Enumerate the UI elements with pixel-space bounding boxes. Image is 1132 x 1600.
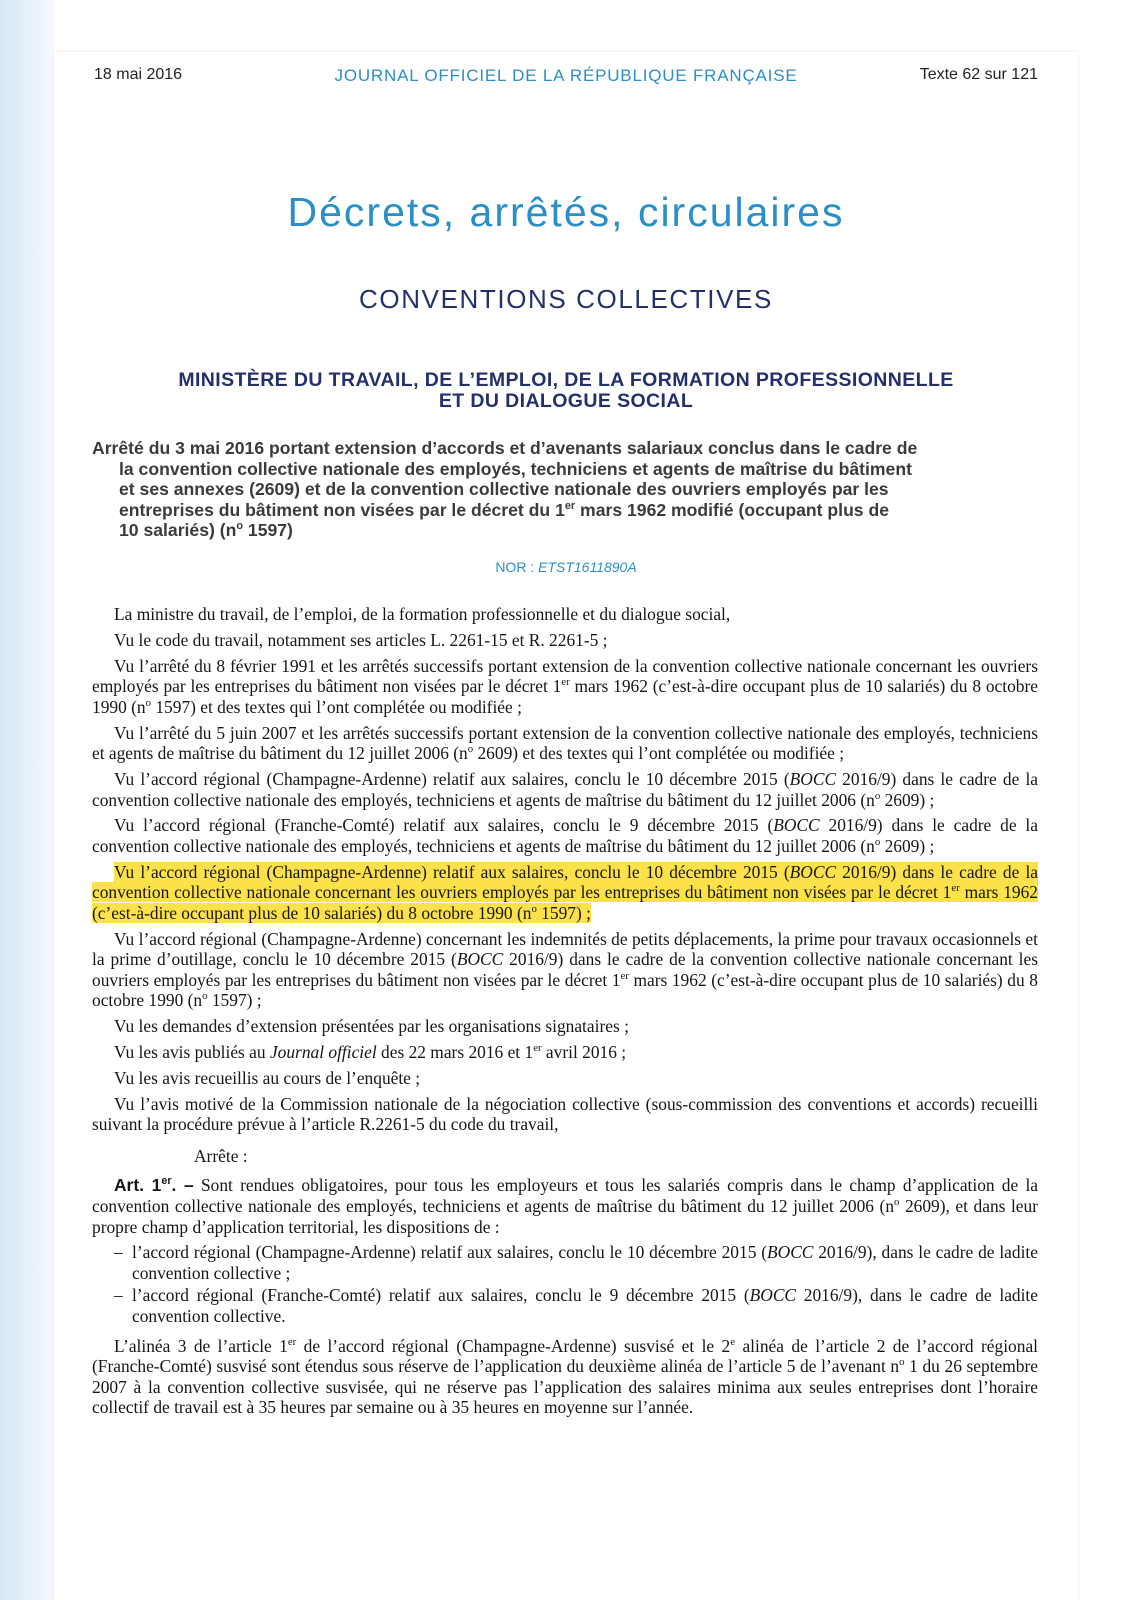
arrete-title-line: et ses annexes (2609) et de la convention collective nationale des ouvriers employés par les xyxy=(119,479,889,500)
article-list xyxy=(92,1242,1038,1326)
arrete-title-line: Arrêté du 3 mai 2016 portant extension d’accords et d’avenants salariaux conclus dans le cadre de xyxy=(92,438,918,458)
header-journal-name: JOURNAL OFFICIEL DE LA RÉPUBLIQUE FRANÇAISE xyxy=(334,66,798,85)
list-item: – l’accord régional (Franche-Comté) relatif aux salaires, conclu le 9 décembre 2015 (BOCC 2016/9), dans le cadre de ladite convention collective. xyxy=(114,1285,1038,1327)
subsection-title: CONVENTIONS COLLECTIVES xyxy=(359,284,773,314)
document-page xyxy=(54,52,1078,1600)
arrete-title-line: entreprises du bâtiment non visées par le décret du 1er mars 1962 modifié (occupant plus de xyxy=(119,499,890,520)
ministry-line-1: MINISTÈRE DU TRAVAIL, DE L’EMPLOI, DE LA FORMATION PROFESSIONNELLE xyxy=(178,369,954,391)
body-paragraph: Vu l’accord régional (Franche-Comté) relatif aux salaires, conclu le 9 décembre 2015 (BOCC 2016/9) dans le cadre de la convention collective nationale des employés, techniciens et agents de maîtrise du bâtiment du 12 juillet 2006 ($n^o$ 2609) ; xyxy=(92,815,1038,856)
article-label: Art. 1er. – xyxy=(114,1175,194,1196)
body-paragraph: Vu les demandes d’extension présentées par les organisations signataires ; xyxy=(114,1016,629,1037)
article-1: Art. 1er. – Sont rendues obligatoires, pour tous les employeurs et tous les salariés compris dans le champ d’application de la convention collective nationale des employés, techniciens et agents de maîtrise du bâtiment du 12 juillet 2006 ($n^o$ 2609), et dans leur propre champ d’application territorial, les dispositions de : xyxy=(92,1175,1038,1237)
list-item: – l’accord régional (Champagne-Ardenne) relatif aux salaires, conclu le 10 décembre 2015 (BOCC 2016/9), dans le cadre de ladite convention collective ; xyxy=(114,1242,1038,1283)
header-text-number: Texte 62 sur 121 xyxy=(919,66,1038,83)
body-paragraph: L’alinéa 3 de l’article 1er de l’accord régional (Champagne-Ardenne) susvisé et le 2e alinéa de l’article 2 de l’accord régional (Franche-Comté) susvisé sont étendus sous réserve de l’application du deuxième alinéa de l’article 5 de l’avenant $n^o$ 1 du 26 septembre 2007 à la convention collective susvisée, qui ne réserve pas l’application des salaires minima aux seules entreprises dont l’horaire collectif de travail est à 35 heures par semaine ou à 35 heures en moyenne sur l’année. xyxy=(92,1335,1038,1418)
body-paragraph: Vu le code du travail, notamment ses articles L. 2261-15 et R. 2261-5 ; xyxy=(114,629,608,650)
nor-label: NOR : xyxy=(495,559,539,575)
nor-code: ETST1611890A xyxy=(538,559,637,575)
header-date: 18 mai 2016 xyxy=(94,66,183,83)
arrete-title-line: la convention collective nationale des employés, techniciens et agents de maîtrise du bâtiment xyxy=(119,458,912,479)
ministry-heading xyxy=(94,370,1038,412)
body-paragraph: Vu les avis recueillis au cours de l’enquête ; xyxy=(114,1067,421,1088)
highlighted-paragraph: Vu l’accord régional (Champagne-Ardenne) relatif aux salaires, conclu le 10 décembre 2015 (BOCC 2016/9) dans le cadre de la convention collective nationale concernant les ouvriers employés par les entreprises du bâtiment non visées par le décret 1er mars 1962 (c’est-à-dire occupant plus de 10 salariés) du 8 octobre 1990 ($n^o$ 1597) ; xyxy=(92,861,1038,923)
section-title: Décrets, arrêtés, circulaires xyxy=(287,189,845,235)
body-paragraph: Vu l’avis motivé de la Commission nationale de la négociation collective (sous-commission des conventions et accords) recueilli suivant la procédure prévue à l’article R.2261-5 du code du travail, xyxy=(92,1093,1038,1135)
arrete-title-line: 10 salariés) ($n^o$ 1597) xyxy=(119,520,293,541)
body-paragraph: Vu l’arrêté du 5 juin 2007 et les arrêtés successifs portant extension de la convention collective nationale des employés, techniciens et agents de maîtrise du bâtiment du 12 juillet 2006 ($n^o$ 2609) et des textes qui l’ont complétée ou modifiée ; xyxy=(92,722,1038,764)
document-body xyxy=(92,604,1038,1423)
ministry-line-2: ET DU DIALOGUE SOCIAL xyxy=(438,390,694,412)
body-paragraph: Vu l’arrêté du 8 février 1991 et les arrêtés successifs portant extension de la convention collective nationale concernant les ouvriers employés par les entreprises du bâtiment non visées par le décret 1er mars 1962 (c’est-à-dire occupant plus de 10 salariés) du 8 octobre 1990 ($n^o$ 1597) et des textes qui l’ont complétée ou modifiée ; xyxy=(92,655,1038,717)
body-paragraph: Vu l’accord régional (Champagne-Ardenne) relatif aux salaires, conclu le 10 décembre 2015 (BOCC 2016/9) dans le cadre de la convention collective nationale des employés, techniciens et agents de maîtrise du bâtiment du 12 juillet 2006 ($n^o$ 2609) ; xyxy=(92,768,1038,810)
arrete-keyword: Arrête : xyxy=(194,1145,248,1166)
nor-reference xyxy=(54,559,1078,575)
body-paragraph: Vu l’accord régional (Champagne-Ardenne) concernant les indemnités de petits déplacements, la prime pour travaux occasionnels et la prime d’outillage, conclu le 10 décembre 2015 (BOCC 2016/9) dans le cadre de la convention collective nationale concernant les ouvriers employés par les entreprises du bâtiment non visées par le décret 1er mars 1962 (c’est-à-dire occupant plus de 10 salariés) du 8 octobre 1990 ($n^o$ 1597) ; xyxy=(92,928,1038,1011)
left-margin-band xyxy=(0,0,54,1600)
body-paragraph: Vu les avis publiés au Journal officiel des 22 mars 2016 et 1er avril 2016 ; xyxy=(114,1041,627,1062)
arrete-title xyxy=(92,438,1038,541)
body-paragraph: La ministre du travail, de l’emploi, de la formation professionnelle et du dialogue social, xyxy=(114,604,731,624)
page-header xyxy=(94,66,1038,90)
